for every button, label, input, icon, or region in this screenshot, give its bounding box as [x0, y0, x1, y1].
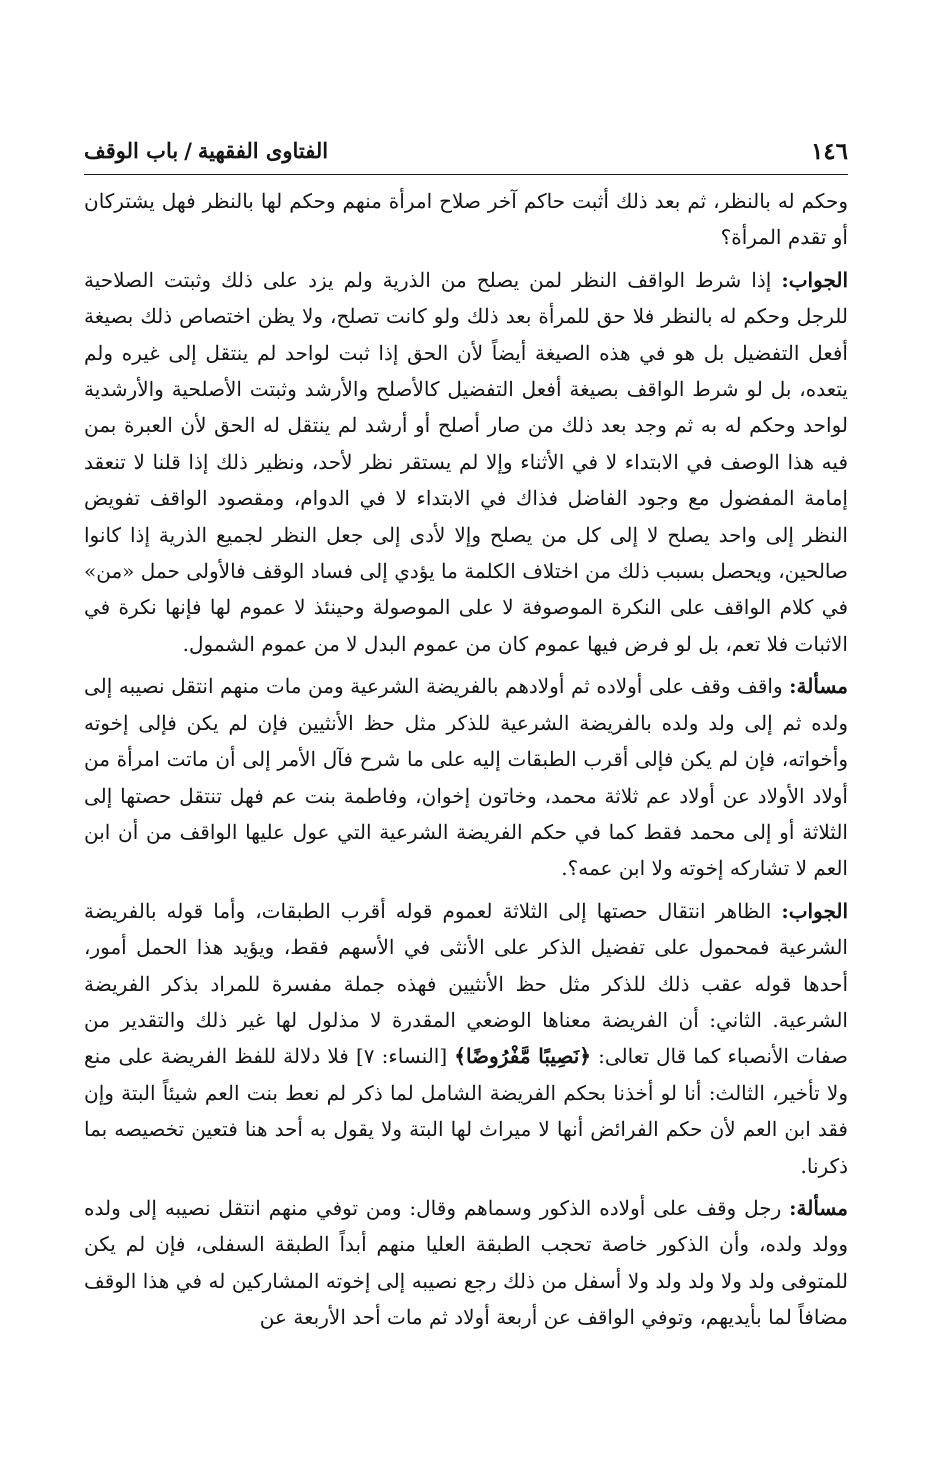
paragraph-text: واقف وقف على أولاده ثم أولادهم بالفريضة الشرعية ومن مات منهم انتقل نصيبه إلى ولده ثم إلى ولد ولده بالفريضة الشرعية للذكر مثل حظ الأنثيين فإن لم يكن فإلى إخوته وأخواته، فإن لم يكن فإلى أقرب الطبقات إليه على ما شرح فآل الأمر إلى أن ماتت امرأة من أولاد الأولاد عن أولاد عم ثلاثة محمد، وخاتون إخوان، وفاطمة بنت عم فهل تنتقل حصتها إلى الثلاثة أو إلى محمد فقط كما في حكم الفريضة الشرعية التي عول عليها الواقف من أن ابن العم لا تشاركه إخوته ولا ابن عمه؟.	[84, 674, 848, 881]
page-number: ١٤٦	[810, 138, 848, 165]
question-label: مسألة:	[789, 1195, 848, 1220]
paragraph-text: رجل وقف على أولاده الذكور وسماهم وقال: ومن توفي منهم انتقل نصيبه إلى ولده وولد ولده، وأن الذكور خاصة تحجب الطبقة العليا منهم أبداً الطبقة السفلى، فإن لم يكن للمتوفى ولد ولا ولد ولد ولا أسفل من ذلك رجع نصيبه إلى إخوته المشاركين له في هذا الوقف مضافاً لما بأيديهم، وتوفي الواقف عن أربعة أولاد ثم مات أحد الأربعة عن	[84, 1195, 848, 1330]
quran-verse: ﴿نَصِيبًا مَّفْرُوضًا﴾	[454, 1044, 592, 1069]
header-title	[84, 138, 328, 163]
header-separator: /	[184, 138, 192, 163]
book-page	[84, 128, 848, 1342]
paragraph-continuation	[84, 183, 848, 256]
paragraph-text: إذا شرط الواقف النظر لمن يصلح من الذرية ولم يزد على ذلك وثبتت الصلاحية للرجل وحكم له بالنظر فلا حق للمرأة بعد ذلك ولو كانت تصلح، ولا يظن اختصاص ذلك بصيغة أفعل التفضيل بل هو في هذه الصيغة أيضاً لأن الحق إذا ثبت لواحد لم ينتقل إلى غيره ولم يتعده، بل لو شرط الواقف بصيغة أفعل التفضيل كالأصلح والأرشد وثبتت الأصلحية والأرشدية لواحد وحكم له به ثم وجد بعد ذلك من صار أصلح أو أرشد لم ينتقل له الحق لأن العبرة بمن فيه هذا الوصف في الابتداء لا في الأثناء وإلا لم يستقر نظر لأحد، ونظير ذلك إذا قلنا لا تنعقد إمامة المفضول مع وجود الفاضل فذاك في الابتداء لا في الدوام، ومقصود الواقف تفويض النظر إلى واحد يصلح لا إلى كل من يصلح وإلا لأدى إلى جعل النظر لجميع الذرية إذا كانوا صالحين، ويحصل بسبب ذلك من اختلاف الكلمة ما يؤدي إلى فساد الوقف فالأولى حمل «من» في كلام الواقف على النكرة الموصوفة لا على الموصولة وحينئذ لا عموم لها فإنها نكرة في الاثبات فلا تعم، بل لو فرض فيها عموم كان من عموم البدل لا من عموم الشمول.	[84, 267, 848, 656]
paragraph-text: وحكم له بالنظر، ثم بعد ذلك أثبت حاكم آخر صلاح امرأة منهم وحكم لها بالنظر فهل يشتركان أو تقدم المرأة؟	[84, 189, 848, 250]
running-header	[84, 128, 848, 175]
answer-label: الجواب:	[781, 898, 849, 923]
book-title: الفتاوى الفقهية	[197, 138, 329, 163]
paragraph-question-2	[84, 1190, 848, 1336]
paragraph-text-continued: فلا دلالة للفظ الفريضة على منع ولا تأخير، الثالث: أنا لو أخذنا بحكم الفريضة الشامل لما ذكر لم نعط بنت العم شيئاً البتة وإن فقد ابن العم لأن حكم الفرائض أنها لا ميراث لها البتة ولا يقول به أحد هنا فتعين تخصيصه بما ذكرنا.	[84, 1044, 848, 1178]
answer-label: الجواب:	[781, 267, 849, 292]
paragraph-answer-1	[84, 262, 848, 662]
question-label: مسألة:	[789, 674, 849, 699]
paragraph-question-1	[84, 668, 848, 886]
chapter-title: باب الوقف	[84, 138, 179, 163]
paragraph-text: الظاهر انتقال حصتها إلى الثلاثة لعموم قوله أقرب الطبقات، وأما قوله بالفريضة الشرعية فمحمول على تفضيل الذكر على الأنثى في الأسهم فقط، ويؤيد هذا الحمل أمور، أحدها قوله عقب ذلك للذكر مثل حظ الأنثيين فهذه جملة مفسرة للمراد بذكر الفريضة الشرعية. الثاني: أن الفريضة معناها الوضعي المقدرة لا مذلول لها غير ذلك والتقدير من صفات الأنصباء كما قال تعالى:	[84, 898, 849, 1069]
verse-citation: [النساء: ٧]	[355, 1044, 448, 1069]
paragraph-answer-2	[84, 893, 848, 1184]
page-body	[84, 183, 848, 1336]
